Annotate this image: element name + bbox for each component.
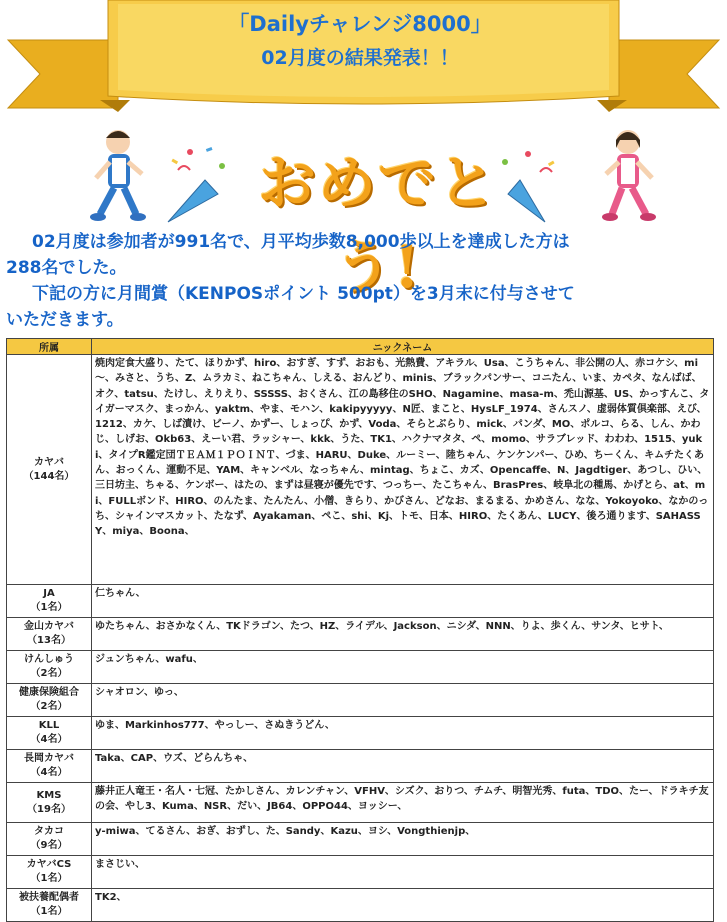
department-count: （1名） — [30, 873, 68, 884]
department-cell — [7, 750, 92, 783]
runner-boy-icon — [90, 130, 146, 221]
nickname-cell: ゆたちゃん、おさかなくん、TKドラゴン、たつ、HZ、ライデル、Jackson、ニシダ、NNN、りよ、歩くん、サンタ、ヒサト、 — [92, 618, 714, 651]
department-name: JA — [43, 588, 55, 599]
department-cell — [7, 823, 92, 856]
table-row — [7, 684, 714, 717]
table-row — [7, 355, 714, 585]
department-name: 健康保険組合 — [19, 687, 79, 698]
congratulations-heading: おめでとう! — [257, 149, 498, 301]
department-cell — [7, 889, 92, 922]
department-cell — [7, 717, 92, 750]
announcement-line-1: 02月度は参加者が991名で、月平均歩数8,000歩以上を達成した方は — [32, 232, 570, 252]
department-count: （1名） — [30, 602, 68, 613]
table-row — [7, 889, 714, 922]
nickname-cell: ジュンちゃん、wafu、 — [92, 651, 714, 684]
table-row — [7, 750, 714, 783]
department-cell — [7, 651, 92, 684]
banner-subtitle: 02月度の結果発表！！ — [261, 47, 459, 69]
department-cell — [7, 355, 92, 585]
department-count: （4名） — [30, 734, 68, 745]
nickname-cell: シャオロン、ゆっ、 — [92, 684, 714, 717]
winners-table — [6, 338, 714, 922]
department-name: 被扶養配偶者 — [19, 892, 79, 903]
department-count: （144名） — [23, 470, 75, 482]
department-count: （4名） — [30, 767, 68, 778]
department-count: （19名） — [27, 803, 71, 815]
nickname-cell: Taka、CAP、ウズ、どらんちゃ、 — [92, 750, 714, 783]
nickname-cell: ゆま、Markinhos777、やっしー、さぬきうどん、 — [92, 717, 714, 750]
party-popper-left-icon — [168, 147, 225, 222]
nickname-cell: 焼肉定食大盛り、たて、ほりかず、hiro、おすぎ、すず、おおも、光熱費、アキラル、Usa、こうちゃん、非公開の人、赤コケシ、mi～、みさと、うち、Z、ムラカミ、ねこちゃん、しえる、おんどり、minis、ブラックパンサー、コニたん、いま、カペタ、なんばば、オク、tatsu、たけし、えりえり、SSSSS、おくさん、江の島移住のSHO、Nagamine、masa-m、禿山源基、US、かっすんこ、タイガーマスク、まっかん、yaktm、やま、モハン、kakipyyyyy、N匠、まこと、HysLF_1974、さんスノ、虚弱体質倶楽部、えび、1212、カケ、しば漬け、ビーノ、かずー、しょっぴ、かず、Voda、そらとぶらり、mick、パンダ、MO、ポルコ、らる、しん、かわじ、しげお、Okb63、えーい君、ラッシャー、kkk、うた、TK1、ハクナマタタ、ペ、momo、サラブレッド、わわわ、1515、yuki、タイプR鑑定団ＴＥＡＭ１ＰＯＩＮＴ、づま、HARU、Duke、ルーミー、陸ちゃん、ケンケンパー、ひめ、ちーくん、キムチたくあん、おっくん、運動不足、YAM、キャンベル、なっちゃん、mintag、ちょこ、カズ、Opencaffe、N、Jagdtiger、あつし、ひい、三日坊主、ちゃる、ケンボー、はたの、まずは昼寝が優先です、つっちー、たこちゃん、BrasPres、岐阜北の種馬、かげとら、at、mi、FULLボンド、HIRO、のんたま、たんたん、小僧、きらり、かびさん、どなお、まるまる、かめさん、なな、Yokoyoko、なかのっち、シャインマスカット、たなず、Ayakaman、ペこ、shi、Kj、トモ、日本、HIRO、たくあん、LUCY、後ろ通ります、SAHASSY、miya、Boona、 — [92, 355, 714, 585]
department-count: （9名） — [30, 840, 68, 851]
department-name: タカコ — [34, 826, 64, 837]
nickname-cell: 藤井正人竜王・名人・七冠、たかしさん、カレンチャン、VFHV、シズク、おりつ、チムチ、明智光秀、futa、TDO、たー、ドラキチ友の会、やし3、Kuma、NSR、だい、JB64、OPPO44、ヨッシー、 — [92, 783, 714, 823]
announcement-line-2: 288名でした。 — [6, 258, 127, 278]
table-row — [7, 618, 714, 651]
table-row — [7, 823, 714, 856]
nickname-cell: TK2、 — [92, 889, 714, 922]
department-count: （2名） — [30, 668, 68, 679]
department-count: （2名） — [30, 701, 68, 712]
runner-girl-icon — [602, 130, 656, 221]
department-name: KMS — [36, 789, 62, 801]
department-cell — [7, 684, 92, 717]
nickname-cell: まさじい、 — [92, 856, 714, 889]
header-nickname: ニックネーム — [92, 339, 714, 355]
announcement-line-3: 下記の方に月間賞（KENPOSポイント 500pt）を3月末に付与させて — [32, 284, 575, 304]
table-row — [7, 856, 714, 889]
department-name: 金山カヤバ — [24, 621, 74, 632]
department-cell — [7, 585, 92, 618]
department-name: KLL — [38, 720, 60, 731]
department-name: 長岡カヤバ — [24, 753, 74, 764]
table-row — [7, 783, 714, 823]
department-cell — [7, 856, 92, 889]
announcement-line-4: いただきます。 — [6, 310, 124, 330]
announcement-text — [6, 229, 721, 333]
nickname-cell: 仁ちゃん、 — [92, 585, 714, 618]
banner-title: 「Dailyチャレンジ8000」 — [228, 12, 492, 36]
department-cell — [7, 618, 92, 651]
header-department: 所属 — [7, 339, 92, 355]
department-cell — [7, 783, 92, 823]
table-row — [7, 717, 714, 750]
table-row — [7, 585, 714, 618]
department-name: カヤバ — [34, 456, 64, 468]
nickname-cell: y-miwa、てるさん、おぎ、おずし、た、Sandy、Kazu、ヨシ、Vongthienjp、 — [92, 823, 714, 856]
department-name: けんしゅう — [24, 654, 74, 665]
table-row — [7, 651, 714, 684]
department-count: （1名） — [30, 906, 68, 917]
department-count: （13名） — [27, 635, 71, 646]
table-header-row — [7, 339, 714, 355]
department-name: カヤバCS — [26, 859, 72, 870]
